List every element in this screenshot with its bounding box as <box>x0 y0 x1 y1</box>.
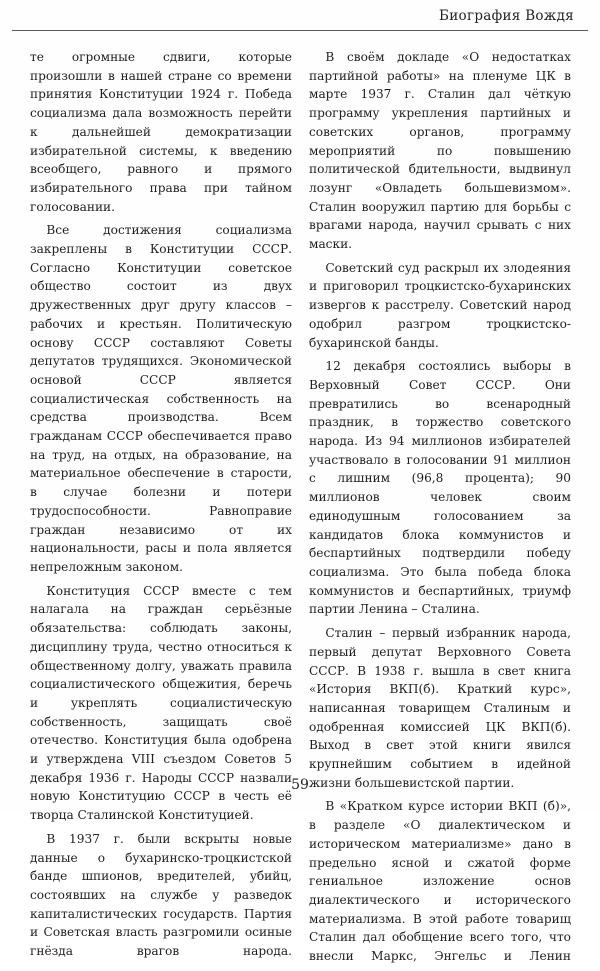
paragraph: В «Кратком курсе истории ВКП (б)», в разделе «О диалектическом и историческом материализме» дано в предельно ясной и сжатой форме гениальное изложение основ диалектического и исторического материализма. В этой работе товарищ Сталин дал обобщение всего того, что внесли Маркс, Энгельс и Ленин <box>309 799 571 964</box>
paragraph: Сталин – первый избранник народа, первый депутат Верховного Совета СССР. В 1938 г. вышла в свет книга «История ВКП(б). Краткий курс», написанная товарищем Сталиным и одобренная комиссией ЦК ВКП(б). Выход в свет этой книги явился крупнейшим событием в идейной жизни большевистской партии. <box>309 626 571 790</box>
paragraph: Конституция СССР вместе с тем налагала на граждан серьёзные обязательства: соблюдать законы, дисциплину труда, честно относиться к общественному долгу, уважать правила социалистического общежития, беречь и укреплять социалистическую собственность, защищать своё отечество. Конституция была одобрена и утверждена VIII съездом Советов 5 декабря 1936 г. Народы СССР назвали новую Конституцию СССР в честь её творца Сталинской Конституцией. <box>30 583 292 823</box>
header-rule <box>12 30 588 31</box>
left-column <box>30 48 292 966</box>
running-header: Биография Вождя <box>439 8 574 24</box>
paragraph: Советский суд раскрыл их злодеяния и приговорил троцкистско-бухаринских извергов к расстрелу. Советский народ одобрил разгром троцкистско-бухаринской банды. <box>309 260 571 350</box>
paragraph: Все достижения социализма закреплены в Конституции СССР. Согласно Конституции советское общество состоит из двух дружественных друг другу классов – рабочих и крестьян. Политическую основу СССР составляют Советы депутатов трудящихся. Экономической основой СССР является социалистическая собственность на средства производства. Всем гражданам СССР обеспечивается право на труд, на отдых, на образование, на материальное обеспечение в старости, в случае болезни и потери трудоспособности. Равноправие граждан независимо от их национальности, расы и пола является непреложным законом. <box>30 223 292 574</box>
paragraph: В своём докладе «О недостатках партийной работы» на пленуме ЦК в марте 1937 г. Сталин дал чёткую программу укрепления партийных и советских органов, программу мероприятий по повышению политической бдительности, выдвинул лозунг «Овладеть большевизмом». Сталин вооружил партию для борьбы с врагами народа, научил срывать с них маски. <box>309 50 571 252</box>
paragraph: 12 декабря состоялись выборы в Верховный Совет СССР. Они превратились во всенародный праздник, в торжество советского народа. Из 94 миллионов избирателей участвовало в голосовании 91 миллион с лишним (96,8 процента); 90 миллионов человек своим единодушным голосованием за кандидатов блока коммунистов и беспартийных подтвердили победу социализма. Это была победа блока коммунистов и беспартийных, триумф партии Ленина – Сталина. <box>309 359 571 617</box>
paragraph: В 1937 г. были вскрыты новые данные о бухаринско-троцкистской банде шпионов, вредителей, убийц, состоявших на службе у разведок капиталистических государств. Партия и Советская власть разгромили осиные гнёзда врагов народа. <box>30 831 292 959</box>
page-number: 59 <box>291 777 309 793</box>
paragraph: те огромные сдвиги, которые произошли в нашей стране со времени принятия Конституции 1924 г. Победа социализма дала возможность перейти к дальнейшей демократизации избирательной системы, к введению всеобщего, равного и прямого избирательного права при тайном голосовании. <box>30 50 292 214</box>
right-column <box>309 48 571 971</box>
